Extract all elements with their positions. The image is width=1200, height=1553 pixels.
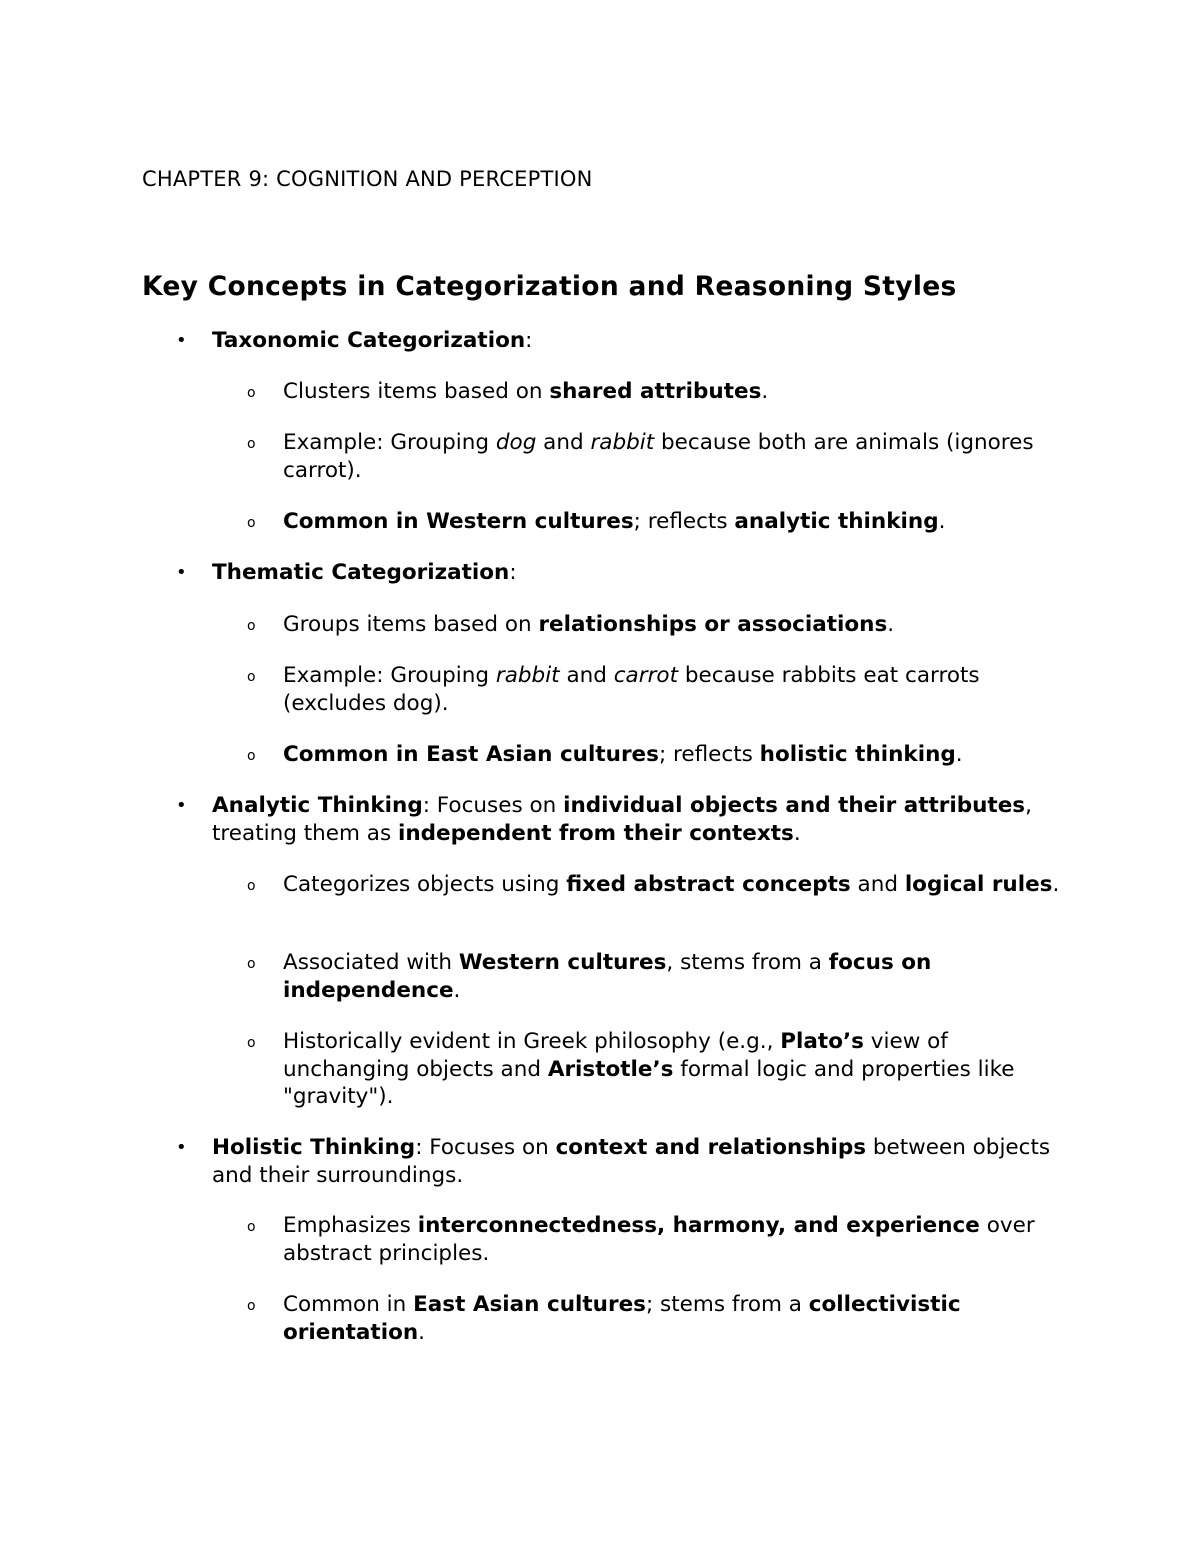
concept-term: Thematic Categorization <box>212 560 510 585</box>
item-text: formal logic and properties like "gravity"). <box>283 1056 1015 1109</box>
item-text: Emphasizes <box>283 1213 418 1238</box>
item-italic-text: carrot <box>613 663 678 688</box>
item-bold-text: analytic thinking <box>734 509 939 534</box>
sub-list-item <box>247 508 1073 536</box>
item-bold-text: individual objects and their attributes <box>563 793 1026 818</box>
item-text: and <box>850 872 905 897</box>
sub-bullet-marker: o <box>247 515 256 531</box>
sub-list-item <box>247 1291 1073 1346</box>
item-bold-text: Common in East Asian cultures <box>283 742 659 767</box>
sub-bullet-marker: o <box>247 385 256 401</box>
item-bold-text: holistic thinking <box>759 742 956 767</box>
item-text: Groups items based on <box>283 612 539 637</box>
item-text: : <box>509 560 517 585</box>
sub-bullet-marker: o <box>247 878 256 894</box>
item-text: and <box>536 430 591 455</box>
item-bold-text: interconnectedness, harmony, and experience <box>417 1213 980 1238</box>
item-text: : Focuses on <box>415 1135 556 1160</box>
sub-list-item <box>247 949 1073 1004</box>
item-text: Example: Grouping <box>283 430 496 455</box>
item-text: Common in <box>283 1292 414 1317</box>
concept-term: Holistic Thinking <box>212 1135 416 1160</box>
item-text: view of unchanging objects and <box>283 1029 948 1082</box>
item-bold-text: collectivistic orientation <box>283 1292 961 1345</box>
sub-bullet-marker: o <box>247 956 256 972</box>
sub-list-item <box>247 1028 1073 1111</box>
item-text: between objects and their surroundings. <box>212 1135 1051 1188</box>
item-bold-text: Plato’s <box>780 1029 864 1054</box>
item-text: ; reflects <box>658 742 760 767</box>
item-text: Categorizes objects using <box>283 872 567 897</box>
item-text: . <box>761 379 769 404</box>
item-bold-text: Western cultures <box>458 950 667 975</box>
item-bold-text: fixed abstract concepts <box>566 872 851 897</box>
bullet-marker: • <box>176 1137 187 1158</box>
sub-bullet-marker: o <box>247 1035 256 1051</box>
item-text: . <box>887 612 895 637</box>
sub-bullet-marker: o <box>247 669 256 685</box>
item-bold-text: Aristotle’s <box>547 1056 674 1082</box>
item-bold-text: East Asian cultures <box>413 1292 646 1317</box>
item-text: because both are animals (ignores carrot). <box>283 430 1034 483</box>
sub-list-item <box>247 1212 1073 1267</box>
item-text: ; stems from a <box>645 1292 809 1317</box>
concept-term: Taxonomic Categorization <box>212 328 526 353</box>
sub-bullet-marker: o <box>247 1219 256 1235</box>
item-text: Associated with <box>283 950 459 975</box>
section-heading: Key Concepts in Categorization and Reasoning Styles <box>142 271 957 302</box>
bullet-marker: • <box>176 562 187 583</box>
item-text: , stems from a <box>666 950 829 975</box>
sub-list-item <box>247 611 1073 639</box>
item-text: : <box>525 328 533 353</box>
item-bold-text: logical rules <box>904 872 1053 897</box>
sub-list-item <box>247 871 1073 899</box>
item-italic-text: rabbit <box>590 430 655 455</box>
bullet-marker: • <box>176 330 187 351</box>
sub-list-item <box>247 429 1073 484</box>
item-text: Clusters items based on <box>283 379 550 404</box>
sub-list-item <box>247 662 1073 717</box>
item-text: Example: Grouping <box>283 663 496 688</box>
item-text: ; reflects <box>633 509 735 534</box>
item-italic-text: dog <box>495 430 537 455</box>
item-text: over abstract principles. <box>283 1213 1035 1266</box>
item-text: . <box>793 820 801 846</box>
list-item <box>176 559 1072 587</box>
bullet-marker: • <box>176 795 187 816</box>
item-bold-text: shared attributes <box>549 379 762 404</box>
item-text: . <box>938 509 946 534</box>
sub-bullet-marker: o <box>247 1298 256 1314</box>
item-text: : Focuses on <box>422 793 564 818</box>
sub-bullet-marker: o <box>247 618 256 634</box>
item-bold-text: Common in Western cultures <box>283 509 634 534</box>
item-italic-text: rabbit <box>495 663 560 688</box>
item-text: and <box>559 663 614 688</box>
item-bold-text: relationships or associations <box>538 612 888 637</box>
sub-list-item <box>247 378 1073 406</box>
list-item <box>176 327 1072 355</box>
item-text: . <box>453 977 461 1003</box>
item-text: , treating them as <box>212 793 1032 846</box>
item-text: because rabbits eat carrots (excludes dog). <box>283 663 980 716</box>
chapter-title: CHAPTER 9: COGNITION AND PERCEPTION <box>142 167 593 191</box>
item-text: . <box>418 1319 425 1345</box>
item-text: . <box>1052 872 1060 897</box>
list-item <box>176 1134 1072 1189</box>
sub-list-item <box>247 741 1073 769</box>
item-text: Historically evident in Greek philosophy (e.g., <box>283 1029 781 1054</box>
item-bold-text: independent from their contexts <box>397 820 794 846</box>
sub-bullet-marker: o <box>247 748 256 764</box>
item-bold-text: focus on independence <box>283 950 932 1003</box>
item-text: . <box>955 742 963 767</box>
item-bold-text: context and relationships <box>555 1135 867 1160</box>
sub-bullet-marker: o <box>247 436 256 452</box>
concept-term: Analytic Thinking <box>212 793 423 818</box>
list-item <box>176 792 1072 847</box>
